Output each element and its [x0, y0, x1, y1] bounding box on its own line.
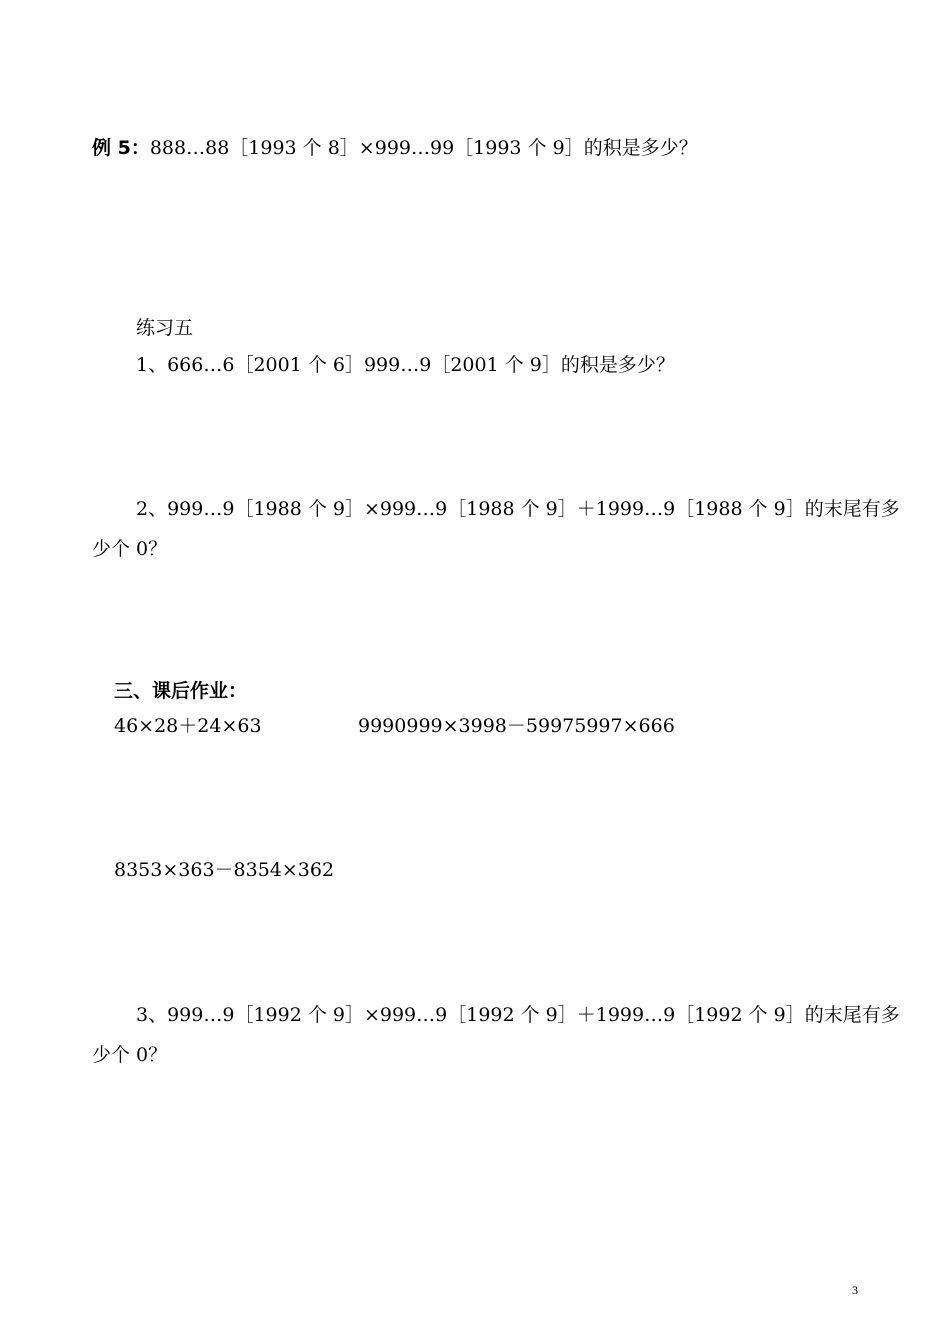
practice-question-1: 1、666…6［2001 个 6］999…9［2001 个 9］的积是多少？	[136, 354, 675, 376]
example-5	[92, 136, 698, 160]
homework-expression-3: 8353×363－8354×362	[114, 859, 335, 881]
practice-question-2-line-1: 2、999…9［1988 个 9］×999…9［1988 个 9］＋1999…9［1988 个 9］的末尾有多	[136, 498, 900, 520]
practice-question-2-line-2: 少个 0？	[92, 538, 168, 560]
homework-question-3-line-2: 少个 0？	[92, 1044, 168, 1066]
homework-expression-2: 9990999×3998－59975997×666	[358, 715, 675, 737]
example-5-label: 例 5：	[92, 137, 150, 159]
homework-heading: 三、课后作业：	[114, 680, 248, 702]
practice-5-title: 练习五	[136, 317, 194, 339]
page-number: 3	[852, 1283, 858, 1297]
example-5-text: 888…88［1993 个 8］×999…99［1993 个 9］的积是多少？	[149, 137, 698, 159]
homework-question-3-line-1: 3、999…9［1992 个 9］×999…9［1992 个 9］＋1999…9［1992 个 9］的末尾有多	[136, 1004, 900, 1026]
homework-expression-1: 46×28＋24×63	[114, 715, 262, 737]
